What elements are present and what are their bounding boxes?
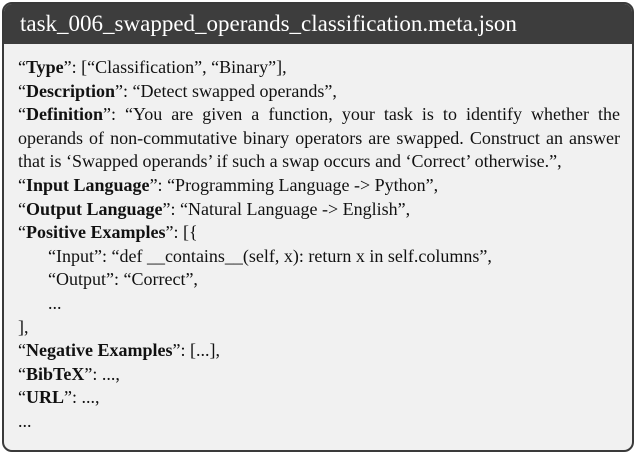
field-negative-examples: “Negative Examples”: [...], [18,340,220,361]
field-key: Definition [26,104,104,125]
field-key: Negative Examples [26,340,173,361]
field-type: “Type”: [“Classification”, “Binary”], [18,57,287,77]
field-key: Type [26,57,64,77]
field-url: “URL”: ..., [18,387,100,408]
field-key: Positive Examples [26,222,166,243]
field-value: [“Classification”, “Binary”], [81,57,287,77]
card-body [4,44,632,434]
example-close: ], [18,316,29,337]
field-value: “Natural Language -> English”, [180,198,411,219]
field-key: Output Language [26,198,163,219]
field-value: “Detect swapped operands”, [132,80,337,101]
field-key: BibTeX [26,363,85,384]
field-output-language: “Output Language”: “Natural Language -> English”, [18,198,411,219]
field-value: “You are given a function, your task is to identify whether the operands of non-commutative binary operators are swapped. Construct an answer that is ‘Swapped operands’ if such a swap occurs and ‘Correct’ otherwise.”, [18,104,620,172]
field-value: “Programming Language -> Python”, [167,174,439,195]
field-key: Description [26,80,115,101]
field-definition: “Definition”: “You are given a function, your task is to identify whether the operands of non-commutative binary operators are swapped. Construct an answer that is ‘Swapped operands’ if such a swap occurs and ‘Correct’ otherwise.”, [18,104,620,172]
trailing-ellipsis: ... [18,410,32,431]
field-value: [{ [183,222,198,243]
field-positive-examples: “Positive Examples”: [{ [18,222,198,243]
field-value: ..., [81,387,100,408]
json-card [2,2,634,452]
example-output-line: “Output”: “Correct”, [48,269,198,290]
field-value: ..., [101,363,120,384]
card-header [4,4,632,44]
field-bibtex: “BibTeX”: ..., [18,363,120,384]
field-key: URL [26,387,65,408]
field-description: “Description”: “Detect swapped operands”, [18,80,337,101]
field-value: [...], [189,340,220,361]
example-input-line: “Input”: “def __contains__(self, x): return x in self.columns”, [48,245,492,266]
field-input-language: “Input Language”: “Programming Language -> Python”, [18,174,439,195]
field-key: Input Language [26,174,150,195]
file-title: task_006_swapped_operands_classification.meta.json [20,11,517,36]
example-ellipsis: ... [48,292,62,313]
